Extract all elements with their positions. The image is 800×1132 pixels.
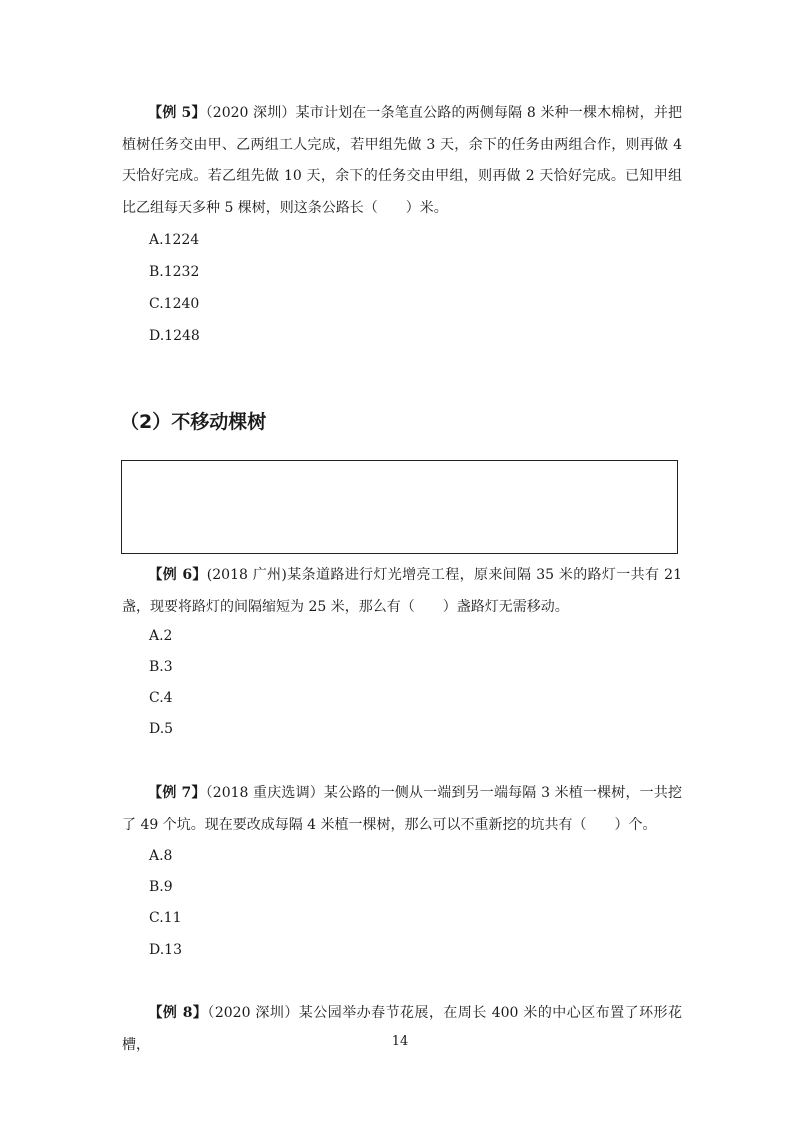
example-5-option-a: A.1224 bbox=[149, 232, 200, 248]
example-7-option-d: D.13 bbox=[149, 942, 182, 958]
example-7-option-a: A.8 bbox=[149, 848, 173, 864]
example-5-body: （2020 深圳）某市计划在一条笔直公路的两侧每隔 8 米种一棵木棉树，并把植树任务交由甲、乙两组工人完成，若甲组先做 3 天，余下的任务由两组合作，则再做 4 天恰好完成。若乙组先做 10 天，余下的任务交由甲组，则再做 2 天恰好完成。已知甲组比乙组每天多种 5 棵树，则这条公路长（ ）米。 bbox=[122, 105, 682, 216]
example-6-option-d: D.5 bbox=[149, 721, 174, 737]
example-6-body: (2018 广州)某条道路进行灯光增亮工程，原来间隔 35 米的路灯一共有 21 盏，现要将路灯的间隔缩短为 25 米，那么有（ ）盏路灯无需移动。 bbox=[122, 567, 682, 615]
example-6-question bbox=[122, 560, 682, 623]
example-6-label: 【例 6】 bbox=[148, 567, 207, 583]
example-8-body: （2020 深圳）某公园举办春节花展，在周长 400 米的中心区布置了环形花槽， bbox=[122, 1005, 682, 1053]
example-7-option-c: C.11 bbox=[149, 910, 182, 926]
example-7-option-b: B.9 bbox=[149, 879, 173, 895]
example-8-label: 【例 8】 bbox=[148, 1005, 208, 1021]
blank-answer-box bbox=[121, 460, 678, 554]
example-6-option-c: C.4 bbox=[149, 690, 173, 706]
example-6-option-b: B.3 bbox=[149, 659, 173, 675]
example-7-label: 【例 7】 bbox=[148, 785, 206, 801]
example-5-option-d: D.1248 bbox=[149, 328, 200, 344]
example-5-label: 【例 5】 bbox=[148, 105, 206, 121]
example-7-body: （2018 重庆选调）某公路的一侧从一端到另一端每隔 3 米植一棵树，一共挖了 49 个坑。现在要改成每隔 4 米植一棵树，那么可以不重新挖的坑共有（ ）个。 bbox=[122, 785, 682, 833]
section-heading: （2）不移动棵树 bbox=[120, 411, 267, 433]
page-number: 14 bbox=[391, 1034, 409, 1049]
example-5-option-b: B.1232 bbox=[149, 264, 200, 280]
example-7-question bbox=[122, 778, 682, 841]
example-5-option-c: C.1240 bbox=[149, 296, 200, 312]
example-5-question bbox=[122, 98, 682, 224]
example-6-option-a: A.2 bbox=[149, 628, 173, 644]
example-8-question bbox=[122, 998, 682, 1061]
